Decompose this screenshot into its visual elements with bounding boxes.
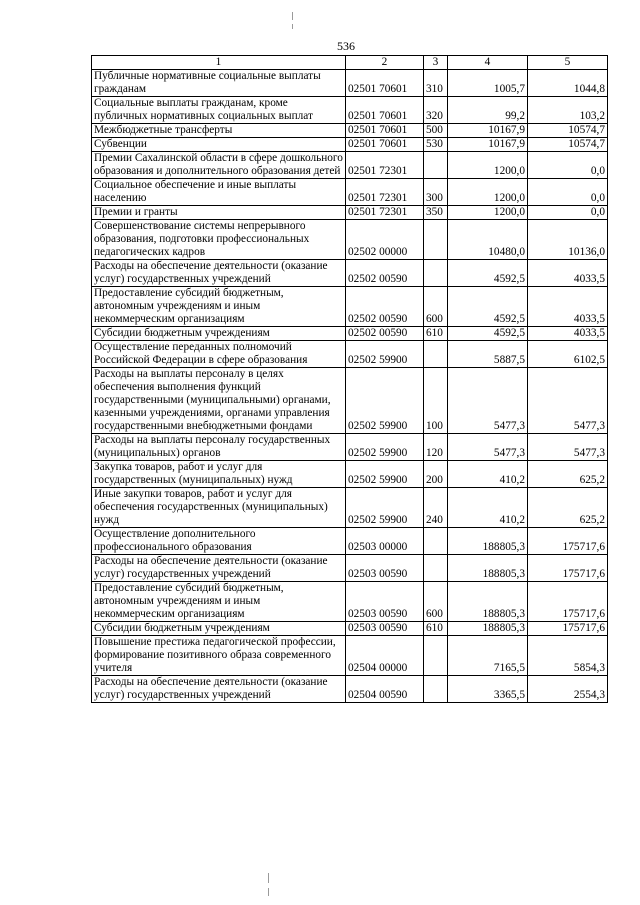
row-amount-2: 0,0 — [528, 179, 608, 206]
table-row — [92, 70, 608, 97]
row-amount-1: 4592,5 — [448, 260, 528, 287]
row-amount-1: 188805,3 — [448, 582, 528, 622]
table-row — [92, 622, 608, 636]
row-name: Расходы на выплаты персоналу в целях обеспечения выполнения функций государственными (муниципальными) органами, казенными учреждениями, органами управления государственными внебюджетными фондами — [92, 368, 346, 434]
row-code: 02502 00590 — [346, 260, 424, 287]
row-name: Предоставление субсидий бюджетным, автономным учреждениям и иным некоммерческим организациям — [92, 582, 346, 622]
row-amount-1: 5887,5 — [448, 341, 528, 368]
column-header-name: 1 — [92, 56, 346, 70]
row-amount-2: 625,2 — [528, 488, 608, 528]
row-expense-type: 530 — [424, 138, 448, 152]
row-code: 02502 59900 — [346, 368, 424, 434]
table-row — [92, 179, 608, 206]
row-code: 02501 70601 — [346, 138, 424, 152]
row-name: Социальное обеспечение и иные выплаты населению — [92, 179, 346, 206]
row-code: 02502 00590 — [346, 327, 424, 341]
row-amount-1: 410,2 — [448, 488, 528, 528]
row-amount-1: 10167,9 — [448, 138, 528, 152]
row-code: 02503 00590 — [346, 555, 424, 582]
table-row — [92, 461, 608, 488]
row-name: Субсидии бюджетным учреждениям — [92, 327, 346, 341]
table-row — [92, 287, 608, 327]
row-amount-1: 188805,3 — [448, 528, 528, 555]
row-code: 02501 70601 — [346, 124, 424, 138]
row-expense-type: 610 — [424, 622, 448, 636]
row-amount-2: 625,2 — [528, 461, 608, 488]
row-amount-1: 99,2 — [448, 97, 528, 124]
row-expense-type: 240 — [424, 488, 448, 528]
row-name: Социальные выплаты гражданам, кроме публичных нормативных социальных выплат — [92, 97, 346, 124]
row-expense-type: 600 — [424, 287, 448, 327]
row-name: Повышение престижа педагогической профессии, формирование позитивного образа современного учителя — [92, 636, 346, 676]
row-name: Расходы на обеспечение деятельности (оказание услуг) государственных учреждений — [92, 676, 346, 703]
row-name: Предоставление субсидий бюджетным, автономным учреждениям и иным некоммерческим организациям — [92, 287, 346, 327]
row-expense-type — [424, 636, 448, 676]
table-row — [92, 97, 608, 124]
row-amount-1: 4592,5 — [448, 327, 528, 341]
row-amount-1: 188805,3 — [448, 555, 528, 582]
row-name: Осуществление переданных полномочий Российской Федерации в сфере образования — [92, 341, 346, 368]
scan-artifact — [268, 873, 269, 883]
table-body — [92, 70, 608, 703]
row-amount-2: 5854,3 — [528, 636, 608, 676]
row-amount-2: 10574,7 — [528, 138, 608, 152]
row-amount-1: 1200,0 — [448, 179, 528, 206]
row-amount-2: 10136,0 — [528, 220, 608, 260]
row-code: 02502 59900 — [346, 461, 424, 488]
table-row — [92, 636, 608, 676]
row-expense-type — [424, 341, 448, 368]
row-amount-2: 6102,5 — [528, 341, 608, 368]
row-expense-type — [424, 676, 448, 703]
row-amount-2: 0,0 — [528, 152, 608, 179]
row-name: Закупка товаров, работ и услуг для государственных (муниципальных) нужд — [92, 461, 346, 488]
row-name: Осуществление дополнительного профессионального образования — [92, 528, 346, 555]
row-amount-2: 103,2 — [528, 97, 608, 124]
scan-artifact — [268, 888, 269, 896]
row-expense-type: 610 — [424, 327, 448, 341]
column-header-amount-2: 5 — [528, 56, 608, 70]
table-row — [92, 220, 608, 260]
row-amount-2: 0,0 — [528, 206, 608, 220]
row-amount-1: 188805,3 — [448, 622, 528, 636]
row-expense-type — [424, 220, 448, 260]
table-row — [92, 260, 608, 287]
row-expense-type: 310 — [424, 70, 448, 97]
row-amount-2: 175717,6 — [528, 528, 608, 555]
row-amount-2: 175717,6 — [528, 622, 608, 636]
row-expense-type: 200 — [424, 461, 448, 488]
table-row — [92, 341, 608, 368]
row-expense-type: 300 — [424, 179, 448, 206]
row-name: Совершенствование системы непрерывного образования, подготовки профессиональных педагогических кадров — [92, 220, 346, 260]
row-amount-2: 175717,6 — [528, 555, 608, 582]
row-expense-type — [424, 152, 448, 179]
scan-artifact — [292, 12, 293, 20]
table-row — [92, 124, 608, 138]
table-row — [92, 368, 608, 434]
row-code: 02502 59900 — [346, 488, 424, 528]
table-row — [92, 488, 608, 528]
row-name: Расходы на выплаты персоналу государственных (муниципальных) органов — [92, 434, 346, 461]
table-row — [92, 528, 608, 555]
row-code: 02503 00590 — [346, 582, 424, 622]
row-amount-1: 3365,5 — [448, 676, 528, 703]
header-row — [92, 56, 608, 70]
row-expense-type: 100 — [424, 368, 448, 434]
row-code: 02502 00000 — [346, 220, 424, 260]
row-expense-type: 600 — [424, 582, 448, 622]
row-code: 02502 59900 — [346, 434, 424, 461]
row-name: Публичные нормативные социальные выплаты гражданам — [92, 70, 346, 97]
row-name: Субсидии бюджетным учреждениям — [92, 622, 346, 636]
table-row — [92, 327, 608, 341]
scan-artifact — [292, 24, 293, 29]
row-amount-1: 1200,0 — [448, 152, 528, 179]
row-name: Премии Сахалинской области в сфере дошкольного образования и дополнительного образования детей — [92, 152, 346, 179]
row-amount-1: 5477,3 — [448, 434, 528, 461]
row-amount-2: 4033,5 — [528, 327, 608, 341]
row-name: Расходы на обеспечение деятельности (оказание услуг) государственных учреждений — [92, 260, 346, 287]
row-expense-type — [424, 528, 448, 555]
page-number: 536 — [337, 39, 355, 53]
row-amount-2: 5477,3 — [528, 434, 608, 461]
row-code: 02501 70601 — [346, 97, 424, 124]
row-amount-2: 1044,8 — [528, 70, 608, 97]
table-row — [92, 152, 608, 179]
row-amount-1: 7165,5 — [448, 636, 528, 676]
column-header-code: 2 — [346, 56, 424, 70]
column-header-expense-type: 3 — [424, 56, 448, 70]
table-row — [92, 434, 608, 461]
row-code: 02501 72301 — [346, 206, 424, 220]
row-code: 02501 72301 — [346, 179, 424, 206]
row-amount-2: 2554,3 — [528, 676, 608, 703]
table-row — [92, 555, 608, 582]
row-name: Субвенции — [92, 138, 346, 152]
row-name: Межбюджетные трансферты — [92, 124, 346, 138]
row-code: 02501 70601 — [346, 70, 424, 97]
table-row — [92, 676, 608, 703]
row-code: 02502 59900 — [346, 341, 424, 368]
row-code: 02503 00590 — [346, 622, 424, 636]
row-code: 02502 00590 — [346, 287, 424, 327]
row-code: 02503 00000 — [346, 528, 424, 555]
budget-table — [91, 55, 608, 703]
table-row — [92, 138, 608, 152]
column-header-amount-1: 4 — [448, 56, 528, 70]
row-amount-2: 5477,3 — [528, 368, 608, 434]
row-amount-1: 4592,5 — [448, 287, 528, 327]
row-amount-1: 1005,7 — [448, 70, 528, 97]
row-name: Иные закупки товаров, работ и услуг для обеспечения государственных (муниципальных) нужд — [92, 488, 346, 528]
row-amount-2: 4033,5 — [528, 287, 608, 327]
row-expense-type — [424, 555, 448, 582]
row-expense-type: 120 — [424, 434, 448, 461]
row-amount-2: 4033,5 — [528, 260, 608, 287]
row-amount-1: 5477,3 — [448, 368, 528, 434]
row-name: Расходы на обеспечение деятельности (оказание услуг) государственных учреждений — [92, 555, 346, 582]
row-expense-type — [424, 260, 448, 287]
row-expense-type: 500 — [424, 124, 448, 138]
row-amount-1: 1200,0 — [448, 206, 528, 220]
row-amount-2: 10574,7 — [528, 124, 608, 138]
row-code: 02501 72301 — [346, 152, 424, 179]
row-name: Премии и гранты — [92, 206, 346, 220]
row-amount-2: 175717,6 — [528, 582, 608, 622]
row-amount-1: 410,2 — [448, 461, 528, 488]
row-amount-1: 10167,9 — [448, 124, 528, 138]
table-row — [92, 582, 608, 622]
row-expense-type: 350 — [424, 206, 448, 220]
table-row — [92, 206, 608, 220]
row-code: 02504 00590 — [346, 676, 424, 703]
row-code: 02504 00000 — [346, 636, 424, 676]
row-amount-1: 10480,0 — [448, 220, 528, 260]
row-expense-type: 320 — [424, 97, 448, 124]
